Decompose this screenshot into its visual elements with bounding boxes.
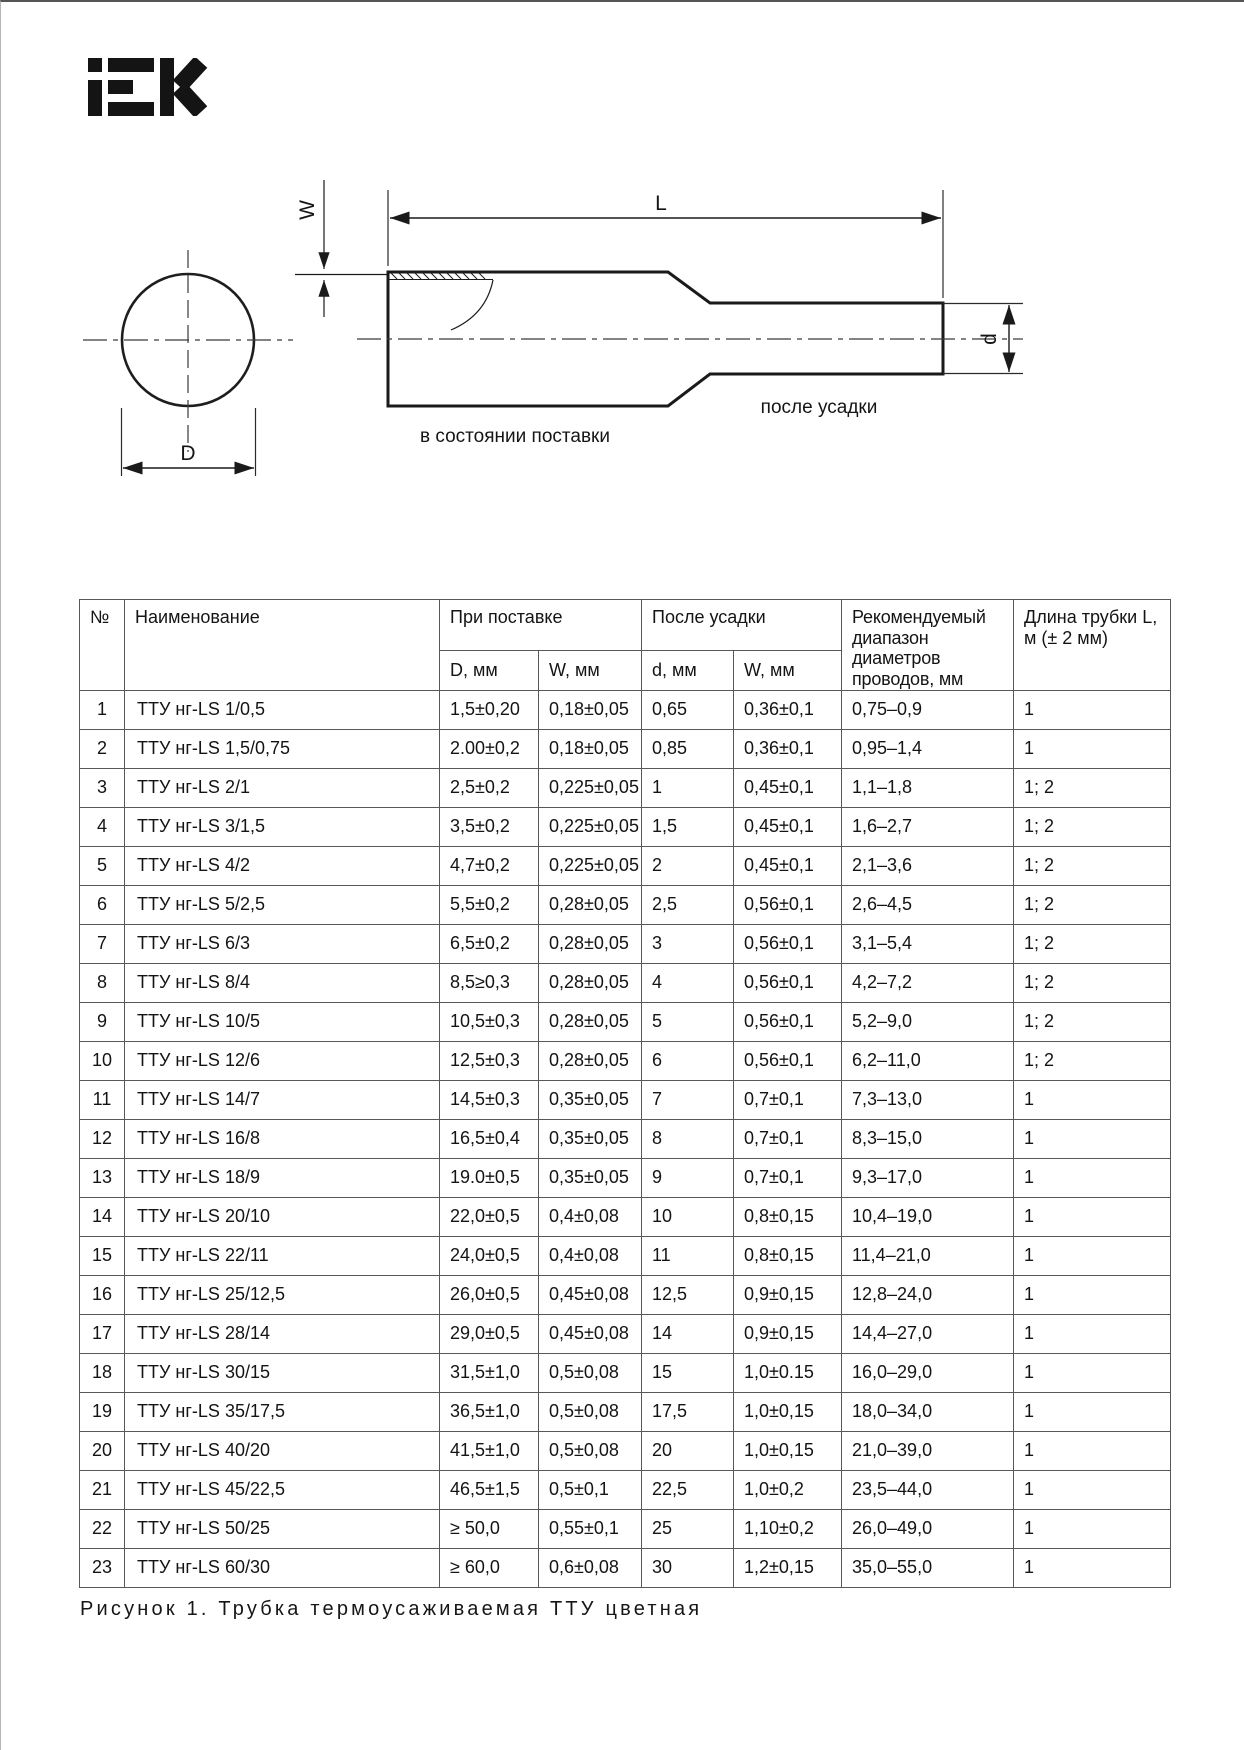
table-row xyxy=(80,1236,1171,1275)
table-cell: ТТУ нг-LS 5/2,5 xyxy=(125,885,440,924)
table-cell: 0,56±0,1 xyxy=(734,1002,842,1041)
table-cell: ТТУ нг-LS 12/6 xyxy=(125,1041,440,1080)
table-cell: 36,5±1,0 xyxy=(440,1392,539,1431)
dimension-label-L: L xyxy=(655,192,667,215)
table-row xyxy=(80,1002,1171,1041)
table-cell: 19.0±0,5 xyxy=(440,1158,539,1197)
table-cell: 3 xyxy=(642,924,734,963)
table-cell: 1 xyxy=(1014,1236,1171,1275)
iek-logo xyxy=(88,58,208,116)
table-cell: 0,28±0,05 xyxy=(539,885,642,924)
table-cell: 14,5±0,3 xyxy=(440,1080,539,1119)
table-body xyxy=(80,690,1171,1587)
table-cell: ТТУ нг-LS 1/0,5 xyxy=(125,690,440,729)
table-cell: 2,5 xyxy=(642,885,734,924)
table-cell: ТТУ нг-LS 2/1 xyxy=(125,768,440,807)
iek-logo-glyphs xyxy=(88,58,208,116)
table-cell: 0,65 xyxy=(642,690,734,729)
table-cell: 1,1–1,8 xyxy=(842,768,1014,807)
table-cell: 4 xyxy=(80,807,125,846)
table-cell: 2.00±0,2 xyxy=(440,729,539,768)
table-row xyxy=(80,1197,1171,1236)
logo-i-dot xyxy=(88,58,102,72)
table-cell: 7 xyxy=(642,1080,734,1119)
table-cell: 1,0±0,15 xyxy=(734,1392,842,1431)
table-row xyxy=(80,1314,1171,1353)
table-cell: 0,56±0,1 xyxy=(734,924,842,963)
table-row xyxy=(80,1080,1171,1119)
table-cell: 1 xyxy=(1014,1431,1171,1470)
table-cell: 5,5±0,2 xyxy=(440,885,539,924)
table-cell: 17 xyxy=(80,1314,125,1353)
table-cell: 1 xyxy=(80,690,125,729)
table-cell: 2,5±0,2 xyxy=(440,768,539,807)
table-cell: 0,4±0,08 xyxy=(539,1197,642,1236)
table-row xyxy=(80,963,1171,1002)
table-cell: 1,0±0.15 xyxy=(734,1353,842,1392)
logo-k-lower-leg xyxy=(179,88,201,112)
table-cell: 0,225±0,05 xyxy=(539,768,642,807)
table-cell: 0,5±0,08 xyxy=(539,1392,642,1431)
table-cell: 3,1–5,4 xyxy=(842,924,1014,963)
col-header-delivery-d: D, мм xyxy=(440,651,539,690)
table-cell: 0,7±0,1 xyxy=(734,1080,842,1119)
table-row xyxy=(80,690,1171,729)
col-header-name: Наименование xyxy=(125,600,440,691)
table-cell: 0,35±0,05 xyxy=(539,1080,642,1119)
table-cell: 0,36±0,1 xyxy=(734,729,842,768)
table-cell: 18,0–34,0 xyxy=(842,1392,1014,1431)
table-cell: ТТУ нг-LS 30/15 xyxy=(125,1353,440,1392)
table-cell: 1,2±0,15 xyxy=(734,1548,842,1587)
col-header-shrunk-d: d, мм xyxy=(642,651,734,690)
table-row xyxy=(80,924,1171,963)
table-cell: 7 xyxy=(80,924,125,963)
table-cell: 5 xyxy=(642,1002,734,1041)
table-cell: 10,4–19,0 xyxy=(842,1197,1014,1236)
table-cell: 0,45±0,1 xyxy=(734,807,842,846)
logo-e-bottom xyxy=(108,102,154,116)
label-delivery-state: в состоянии поставки xyxy=(420,426,610,447)
table-cell: ТТУ нг-LS 28/14 xyxy=(125,1314,440,1353)
table-cell: 0,35±0,05 xyxy=(539,1158,642,1197)
table-cell: 9 xyxy=(80,1002,125,1041)
table-cell: 46,5±1,5 xyxy=(440,1470,539,1509)
table-row xyxy=(80,1041,1171,1080)
table-cell: 1 xyxy=(1014,1275,1171,1314)
table-cell: 1 xyxy=(1014,690,1171,729)
table-cell: ТТУ нг-LS 35/17,5 xyxy=(125,1392,440,1431)
table-cell: 0,8±0,15 xyxy=(734,1236,842,1275)
table-cell: 1 xyxy=(1014,1470,1171,1509)
table-cell: 1 xyxy=(1014,1080,1171,1119)
table-cell: 3 xyxy=(80,768,125,807)
col-header-number: № xyxy=(80,600,125,691)
table-cell: 0,5±0,08 xyxy=(539,1431,642,1470)
table-cell: 0,8±0,15 xyxy=(734,1197,842,1236)
table-cell: 17,5 xyxy=(642,1392,734,1431)
table-cell: 0,18±0,05 xyxy=(539,690,642,729)
table-cell: 1 xyxy=(1014,1392,1171,1431)
table-header xyxy=(80,600,1171,691)
table-cell: 1,5 xyxy=(642,807,734,846)
table-cell: 4 xyxy=(642,963,734,1002)
table-cell: 1; 2 xyxy=(1014,768,1171,807)
table-cell: 24,0±0,5 xyxy=(440,1236,539,1275)
table-cell: 25 xyxy=(642,1509,734,1548)
table-cell: 1,5±0,20 xyxy=(440,690,539,729)
table-cell: 0,35±0,05 xyxy=(539,1119,642,1158)
table-cell: 12,8–24,0 xyxy=(842,1275,1014,1314)
dimensions-table xyxy=(79,599,1171,1588)
table-cell: 11 xyxy=(80,1080,125,1119)
table-cell: 0,36±0,1 xyxy=(734,690,842,729)
table-cell: 5 xyxy=(80,846,125,885)
table-cell: ≥ 60,0 xyxy=(440,1548,539,1587)
table-cell: ТТУ нг-LS 22/11 xyxy=(125,1236,440,1275)
table-cell: 0,225±0,05 xyxy=(539,846,642,885)
table-cell: 41,5±1,0 xyxy=(440,1431,539,1470)
dimension-label-d: d xyxy=(978,333,1001,345)
table-cell: 18 xyxy=(80,1353,125,1392)
table-cell: 8,5≥0,3 xyxy=(440,963,539,1002)
table-cell: 2,6–4,5 xyxy=(842,885,1014,924)
table-cell: 10 xyxy=(642,1197,734,1236)
table-cell: 31,5±1,0 xyxy=(440,1353,539,1392)
table-cell: 0,225±0,05 xyxy=(539,807,642,846)
table-cell: 15 xyxy=(80,1236,125,1275)
table-cell: 6,5±0,2 xyxy=(440,924,539,963)
table-cell: 0,7±0,1 xyxy=(734,1158,842,1197)
table-cell: 1; 2 xyxy=(1014,1002,1171,1041)
table-row xyxy=(80,729,1171,768)
table-row xyxy=(80,1392,1171,1431)
table-cell: 8 xyxy=(642,1119,734,1158)
table-cell: 2 xyxy=(80,729,125,768)
table-cell: 11,4–21,0 xyxy=(842,1236,1014,1275)
table-cell: 3,5±0,2 xyxy=(440,807,539,846)
table-cell: 1 xyxy=(1014,1314,1171,1353)
table-cell: 10,5±0,3 xyxy=(440,1002,539,1041)
table-row xyxy=(80,1353,1171,1392)
table-cell: 14 xyxy=(642,1314,734,1353)
table-cell: 20 xyxy=(80,1431,125,1470)
table-row xyxy=(80,846,1171,885)
table-cell: 30 xyxy=(642,1548,734,1587)
table-cell: 1; 2 xyxy=(1014,846,1171,885)
table-cell: 20 xyxy=(642,1431,734,1470)
table-cell: 35,0–55,0 xyxy=(842,1548,1014,1587)
table-cell: 1 xyxy=(1014,1548,1171,1587)
table-cell: 23 xyxy=(80,1548,125,1587)
table-cell: 4,7±0,2 xyxy=(440,846,539,885)
table-cell: ТТУ нг-LS 20/10 xyxy=(125,1197,440,1236)
table-cell: 21 xyxy=(80,1470,125,1509)
table-cell: 0,5±0,08 xyxy=(539,1353,642,1392)
table-cell: 1 xyxy=(1014,1197,1171,1236)
table-cell: 0,28±0,05 xyxy=(539,963,642,1002)
table-cell: 26,0–49,0 xyxy=(842,1509,1014,1548)
dimension-label-D: D xyxy=(180,442,196,465)
table-cell: 16 xyxy=(80,1275,125,1314)
table-cell: 1 xyxy=(642,768,734,807)
col-header-delivery-group: При поставке xyxy=(440,600,642,651)
table-row xyxy=(80,1158,1171,1197)
table-cell: 10 xyxy=(80,1041,125,1080)
table-cell: ТТУ нг-LS 6/3 xyxy=(125,924,440,963)
table-cell: 1 xyxy=(1014,1353,1171,1392)
col-header-length: Длина трубки L, м (± 2 мм) xyxy=(1014,600,1171,691)
table-row xyxy=(80,768,1171,807)
table-cell: 0,4±0,08 xyxy=(539,1236,642,1275)
table-cell: 12,5 xyxy=(642,1275,734,1314)
table-cell: 0,28±0,05 xyxy=(539,1041,642,1080)
table-cell: 22,0±0,5 xyxy=(440,1197,539,1236)
table-cell: 23,5–44,0 xyxy=(842,1470,1014,1509)
table-cell: 6 xyxy=(80,885,125,924)
table-cell: 1; 2 xyxy=(1014,807,1171,846)
table-cell: ТТУ нг-LS 8/4 xyxy=(125,963,440,1002)
table-cell: 0,45±0,1 xyxy=(734,768,842,807)
table-cell: 22,5 xyxy=(642,1470,734,1509)
table-cell: ТТУ нг-LS 3/1,5 xyxy=(125,807,440,846)
table-cell: 0,56±0,1 xyxy=(734,885,842,924)
table-cell: ТТУ нг-LS 10/5 xyxy=(125,1002,440,1041)
table-cell: 0,28±0,05 xyxy=(539,1002,642,1041)
figure-caption: Рисунок 1. Трубка термоусаживаемая ТТУ цветная xyxy=(80,1598,703,1620)
table-cell: 0,45±0,08 xyxy=(539,1314,642,1353)
table-cell: 12,5±0,3 xyxy=(440,1041,539,1080)
table-cell: 26,0±0,5 xyxy=(440,1275,539,1314)
table-row xyxy=(80,1470,1171,1509)
logo-k-stem xyxy=(160,58,174,116)
table-cell: 0,7±0,1 xyxy=(734,1119,842,1158)
table-cell: 0,55±0,1 xyxy=(539,1509,642,1548)
table-cell: 0,18±0,05 xyxy=(539,729,642,768)
table-cell: ТТУ нг-LS 45/22,5 xyxy=(125,1470,440,1509)
dimension-label-W: W xyxy=(296,200,319,220)
table-cell: 7,3–13,0 xyxy=(842,1080,1014,1119)
table-cell: ≥ 50,0 xyxy=(440,1509,539,1548)
table-cell: 0,75–0,9 xyxy=(842,690,1014,729)
table-cell: 15 xyxy=(642,1353,734,1392)
table-row xyxy=(80,1431,1171,1470)
logo-i-stem xyxy=(88,80,102,116)
table-cell: 1 xyxy=(1014,729,1171,768)
table-cell: 1; 2 xyxy=(1014,924,1171,963)
table-cell: ТТУ нг-LS 60/30 xyxy=(125,1548,440,1587)
table-cell: 1,0±0,15 xyxy=(734,1431,842,1470)
table-cell: 8,3–15,0 xyxy=(842,1119,1014,1158)
table-cell: 0,5±0,1 xyxy=(539,1470,642,1509)
table-cell: 0,45±0,08 xyxy=(539,1275,642,1314)
table-cell: 1 xyxy=(1014,1509,1171,1548)
table-cell: ТТУ нг-LS 4/2 xyxy=(125,846,440,885)
table-cell: 0,9±0,15 xyxy=(734,1275,842,1314)
table-cell: 0,56±0,1 xyxy=(734,1041,842,1080)
table-cell: 1; 2 xyxy=(1014,963,1171,1002)
table-cell: 16,5±0,4 xyxy=(440,1119,539,1158)
table-row xyxy=(80,1119,1171,1158)
table-cell: 11 xyxy=(642,1236,734,1275)
table-cell: ТТУ нг-LS 18/9 xyxy=(125,1158,440,1197)
table-cell: 1 xyxy=(1014,1158,1171,1197)
table-cell: 1; 2 xyxy=(1014,1041,1171,1080)
table-cell: ТТУ нг-LS 16/8 xyxy=(125,1119,440,1158)
table-cell: 14 xyxy=(80,1197,125,1236)
table-cell: 2,1–3,6 xyxy=(842,846,1014,885)
table-cell: 1,10±0,2 xyxy=(734,1509,842,1548)
table-cell: 14,4–27,0 xyxy=(842,1314,1014,1353)
table-cell: ТТУ нг-LS 25/12,5 xyxy=(125,1275,440,1314)
table-cell: 16,0–29,0 xyxy=(842,1353,1014,1392)
table-cell: 0,45±0,1 xyxy=(734,846,842,885)
table-cell: 19 xyxy=(80,1392,125,1431)
col-header-shrunk-w: W, мм xyxy=(734,651,842,690)
table-row xyxy=(80,1548,1171,1587)
table-cell: 4,2–7,2 xyxy=(842,963,1014,1002)
table-cell: 0,9±0,15 xyxy=(734,1314,842,1353)
table-cell: 0,6±0,08 xyxy=(539,1548,642,1587)
table-cell: 2 xyxy=(642,846,734,885)
col-header-range: Рекомендуемый диапазон диаметров проводов, мм xyxy=(842,600,1014,691)
table-cell: ТТУ нг-LS 14/7 xyxy=(125,1080,440,1119)
table-cell: 21,0–39,0 xyxy=(842,1431,1014,1470)
table-cell: 6 xyxy=(642,1041,734,1080)
wall-hatching xyxy=(391,273,485,279)
logo-e-top xyxy=(108,58,154,72)
table-cell: 0,56±0,1 xyxy=(734,963,842,1002)
table-cell: 29,0±0,5 xyxy=(440,1314,539,1353)
table-row xyxy=(80,885,1171,924)
table-cell: ТТУ нг-LS 40/20 xyxy=(125,1431,440,1470)
table-cell: 1,0±0,2 xyxy=(734,1470,842,1509)
table-cell: 6,2–11,0 xyxy=(842,1041,1014,1080)
table-cell: ТТУ нг-LS 1,5/0,75 xyxy=(125,729,440,768)
table-cell: 12 xyxy=(80,1119,125,1158)
peeled-wall-curve xyxy=(451,280,493,330)
table-cell: 1; 2 xyxy=(1014,885,1171,924)
table-cell: 5,2–9,0 xyxy=(842,1002,1014,1041)
table-row xyxy=(80,1275,1171,1314)
table-row xyxy=(80,1509,1171,1548)
table-cell: 0,85 xyxy=(642,729,734,768)
table-row xyxy=(80,807,1171,846)
logo-e-mid xyxy=(108,80,133,94)
technical-drawing xyxy=(1,152,1244,482)
logo-k-upper-leg xyxy=(179,62,201,86)
col-header-delivery-w: W, мм xyxy=(539,651,642,690)
table-cell: 1 xyxy=(1014,1119,1171,1158)
table-cell: 0,28±0,05 xyxy=(539,924,642,963)
table-cell: 13 xyxy=(80,1158,125,1197)
table-cell: 9,3–17,0 xyxy=(842,1158,1014,1197)
table-cell: 0,95–1,4 xyxy=(842,729,1014,768)
table-cell: 1,6–2,7 xyxy=(842,807,1014,846)
col-header-shrunk-group: После усадки xyxy=(642,600,842,651)
table-cell: ТТУ нг-LS 50/25 xyxy=(125,1509,440,1548)
table-cell: 8 xyxy=(80,963,125,1002)
table-cell: 22 xyxy=(80,1509,125,1548)
table-cell: 9 xyxy=(642,1158,734,1197)
label-after-shrink: после усадки xyxy=(760,397,878,418)
